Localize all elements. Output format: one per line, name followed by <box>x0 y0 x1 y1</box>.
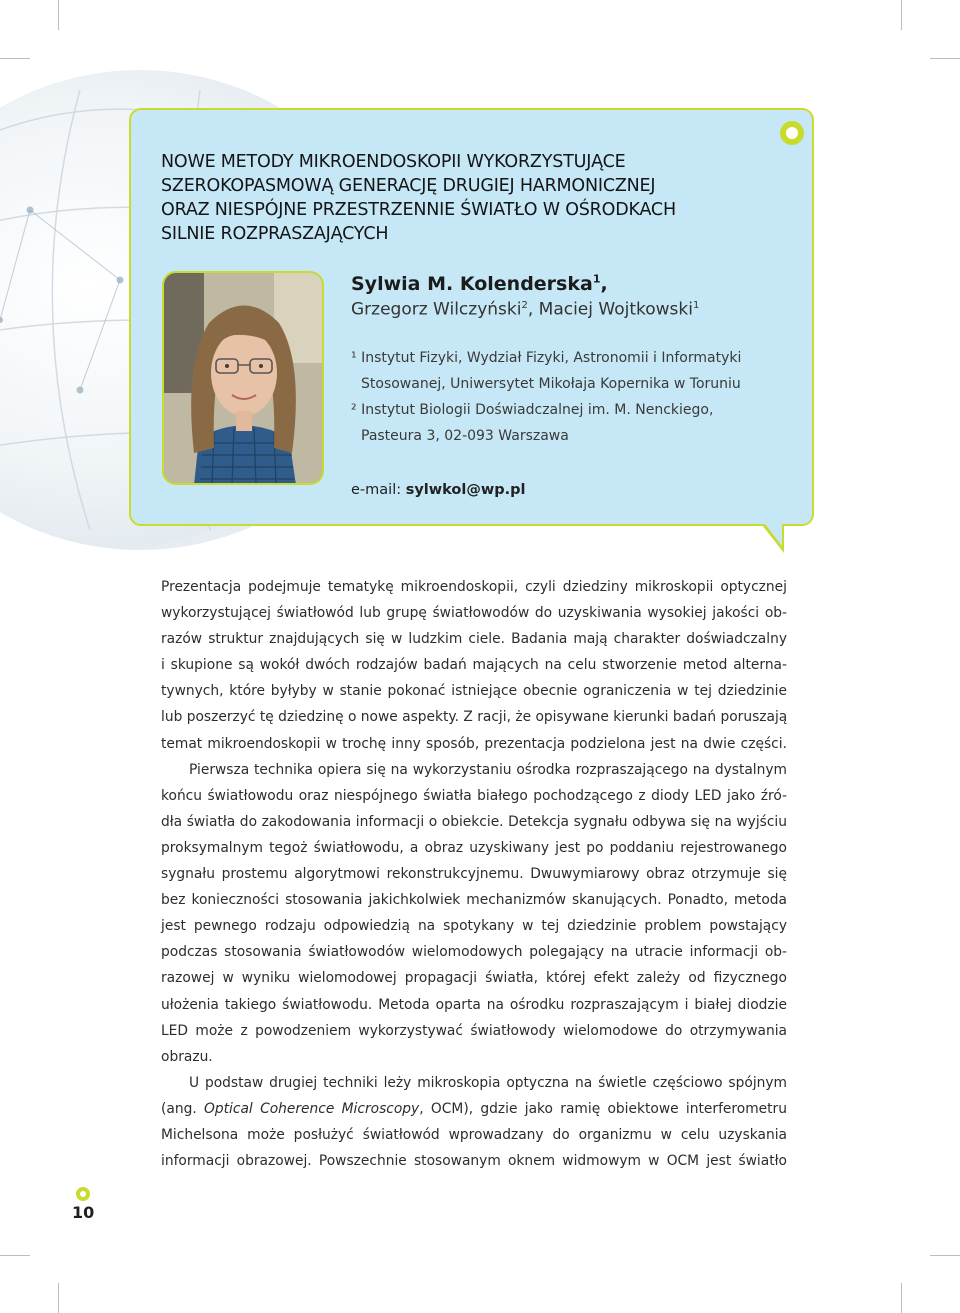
body-line: dła światła do zakodowania informacji o obiekcie. Detekcja sygnału odbywa się na wyjściu <box>161 813 787 830</box>
coauthors <box>351 293 699 323</box>
coauthor-name: Maciej Wojtkowski <box>538 299 693 320</box>
affiliation-marker: 1 <box>692 300 700 311</box>
body-line: bez konieczności stosowania jakichkolwiek mechanizmów skanujących. Ponadto, metoda <box>161 892 787 909</box>
author-separator: , <box>527 299 539 320</box>
author-photo <box>162 271 324 485</box>
email-address[interactable]: sylwkol@wp.pl <box>405 482 526 498</box>
crop-mark <box>58 0 59 30</box>
affiliation-line: ¹ Instytut Fizyki, Wydział Fizyki, Astronomii i Informatyki <box>351 350 742 366</box>
crop-mark <box>0 1255 30 1256</box>
author-email <box>351 479 526 501</box>
affiliation-marker: 1 <box>592 273 601 286</box>
coauthor-name: Grzegorz Wilczyński <box>351 299 522 320</box>
body-line: temat mikroendoskopii w trochę inny sposób, prezentacja podzielona jest na dwie części. <box>161 735 787 752</box>
body-line: tywnych, które byłyby w stanie pokonać istniejące obecnie ograniczenia w tej dziedzinie <box>161 683 787 700</box>
affiliation-line: Stosowanej, Uniwersytet Mikołaja Kopernika w Toruniu <box>361 376 741 392</box>
body-line: obrazu. <box>161 1048 213 1065</box>
body-line: wykorzystującej światłowód lub grupę światłowodów do uzyskiwania wysokiej jakości ob- <box>161 605 787 622</box>
crop-mark <box>0 58 30 59</box>
page-ring-icon <box>76 1187 90 1201</box>
page-number: 10 <box>72 1203 95 1222</box>
body-line: Prezentacja podejmuje tematykę mikroendoskopii, czyli dziedziny mikroskopii optycznej <box>161 579 787 595</box>
title-line: SZEROKOPASMOWĄ GENERACJĘ DRUGIEJ HARMONICZNEJ <box>161 176 656 196</box>
body-line: i skupione są wokół dwóch rodzajów badań mających na celu stworzenie metod alterna- <box>161 657 787 674</box>
body-line: razów struktur znajdujących się w ludzkim ciele. Badania mają charakter doświadczalny <box>161 631 787 648</box>
body-line-with-italic: (ang. Optical Coherence Microscopy, OCM), gdzie jako ramię obiektowe interferometru <box>161 1100 787 1117</box>
body-line: Michelsona może posłużyć światłowód wprowadzany do organizmu w celu uzyskania <box>161 1126 787 1143</box>
crop-mark <box>930 58 960 59</box>
body-line: podczas stosowania światłowodów wielomodowych polegający na utracie informacji ob- <box>161 944 787 961</box>
crop-mark <box>58 1283 59 1313</box>
body-line: LED może z powodzeniem wykorzystywać światłowody wielomodowe do otrzymywania <box>161 1022 787 1039</box>
crop-mark <box>930 1255 960 1256</box>
body-line: sygnału prostemu algorytmowi rekonstrukcyjnemu. Dwuwymiarowy obraz otrzymuje się <box>161 866 787 883</box>
author-separator: , <box>600 273 608 296</box>
crop-mark <box>901 0 902 30</box>
author-portrait-drawing <box>164 273 324 485</box>
title-line: NOWE METODY MIKROENDOSKOPII WYKORZYSTUJĄCE <box>161 152 626 172</box>
body-line: informacji obrazowej. Powszechnie stosowanym oknem widmowym w OCM jest światło <box>161 1153 787 1170</box>
body-line: razowej w wyniku wielomodowej propagacji światła, której efekt zależy od fizycznego <box>161 970 787 987</box>
affiliation-line: ² Instytut Biologii Doświadczalnej im. M. Nenckiego, <box>351 402 714 418</box>
title-line: SILNIE ROZPRASZAJĄCYCH <box>161 224 389 244</box>
ring-bullet-icon <box>780 121 804 145</box>
body-line: Pierwsza technika opiera się na wykorzystaniu ośrodka rozpraszającego na dystalnym <box>189 761 787 778</box>
body-line: końcu światłowodu oraz niespójnego światła białego pochodzącego z diody LED jako źró- <box>161 787 787 804</box>
body-line: U podstaw drugiej techniki leży mikroskopia optyczna na świetle częściowo spójnym <box>189 1074 787 1091</box>
article-body <box>161 574 787 1174</box>
speech-bubble-tail-fill <box>765 524 782 546</box>
body-line: lub poszerzyć tę dziedzinę o nowe aspekty. Z racji, że opisywane kierunki badań poruszają <box>161 709 788 726</box>
affiliation-line: Pasteura 3, 02-093 Warszawa <box>361 428 569 444</box>
body-line: proksymalnym tegoż światłowodu, a obraz uzyskiwany jest po poddaniu rejestrowanego <box>161 839 787 856</box>
title-line: ORAZ NIESPÓJNE PRZESTRZENNIE ŚWIATŁO W OŚRODKACH <box>161 200 676 220</box>
email-label: e-mail: <box>351 482 402 498</box>
affiliation-marker: 2 <box>521 300 528 311</box>
article-title <box>161 150 781 246</box>
body-line: jest pewnego rodzaju odpowiedzią na spotykany w tej dziedzinie problem powstający <box>161 918 787 935</box>
crop-mark <box>901 1283 902 1313</box>
lead-author-name: Sylwia M. Kolenderska <box>351 273 593 296</box>
body-line: ułożenia takiego światłowodu. Metoda oparta na ośrodku rozpraszającym i białej diodzie <box>161 996 787 1013</box>
